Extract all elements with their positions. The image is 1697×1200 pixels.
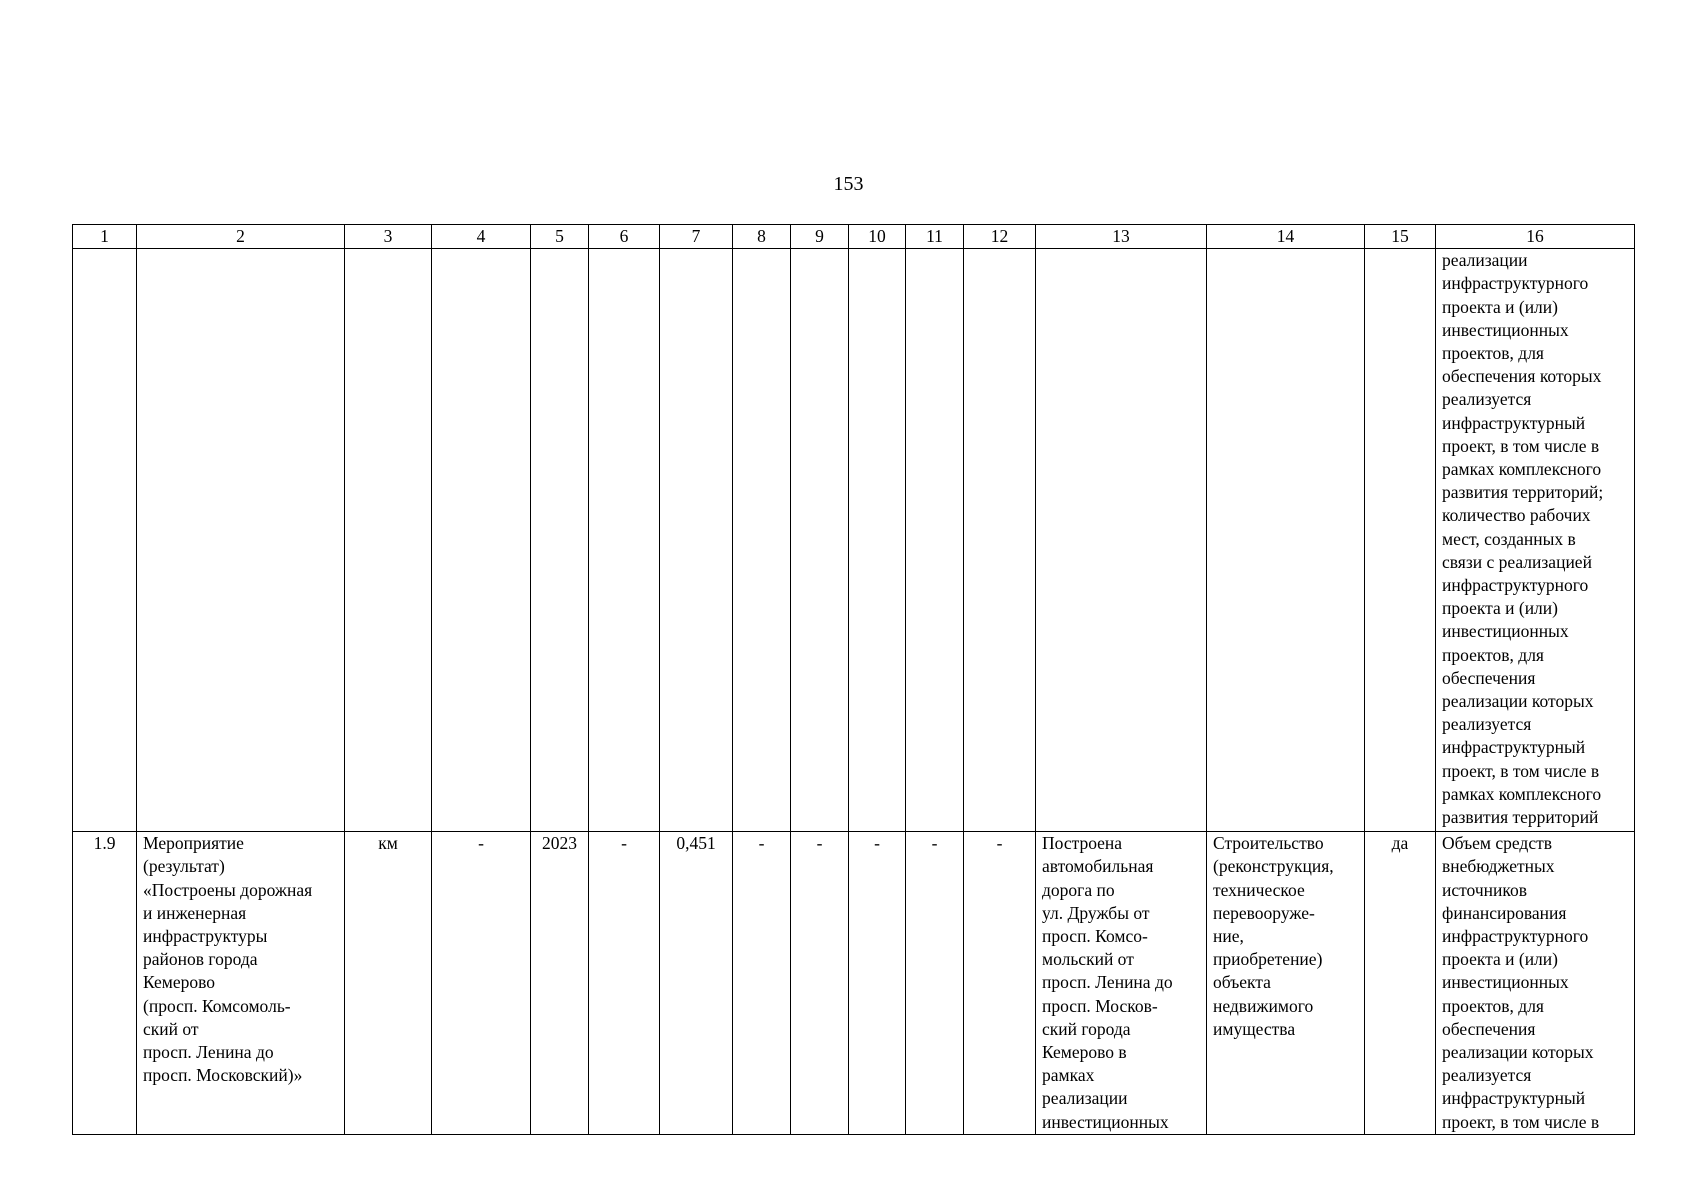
table-cell xyxy=(906,249,964,832)
table-cell xyxy=(964,249,1036,832)
table-cell xyxy=(137,249,345,832)
page-number: 153 xyxy=(833,173,864,195)
table-cell xyxy=(73,249,137,832)
value-col-12: - xyxy=(964,832,1036,1135)
header-cell-14: 14 xyxy=(1207,225,1365,249)
event-name: Мероприятие (результат) «Построены дорожная и инженерная инфраструктуры районов города Кемерово (просп. Комсомоль- ский от просп. Ленина до просп. Московский)» xyxy=(137,832,345,1135)
value-col-11: - xyxy=(906,832,964,1135)
header-cell-15: 15 xyxy=(1365,225,1436,249)
table-cell xyxy=(531,249,589,832)
table-header-row xyxy=(73,225,1635,249)
table-row-1-9 xyxy=(73,832,1635,1135)
header-cell-13: 13 xyxy=(1036,225,1207,249)
header-cell-1: 1 xyxy=(73,225,137,249)
table-cell xyxy=(660,249,733,832)
indicator-text: Объем средств внебюджетных источников финансирования инфраструктурного проекта и (или) инвестиционных проектов, для обеспечения реализации которых реализуется инфраструктурный проект, в том числе в xyxy=(1436,832,1635,1135)
table-row-continued xyxy=(73,249,1635,832)
header-cell-6: 6 xyxy=(589,225,660,249)
table-cell xyxy=(432,249,531,832)
table-cell xyxy=(1207,249,1365,832)
header-cell-8: 8 xyxy=(733,225,791,249)
year-value: 2023 xyxy=(531,832,589,1135)
table-cell xyxy=(849,249,906,832)
unit-of-measure: км xyxy=(345,832,432,1135)
result-description: Построена автомобильная дорога по ул. Дружбы от просп. Комсо- мольский от просп. Ленина до просп. Москов- ский города Кемерово в рамках реализации инвестиционных xyxy=(1036,832,1207,1135)
table-cell xyxy=(733,249,791,832)
base-value: - xyxy=(432,832,531,1135)
table-cell xyxy=(345,249,432,832)
value-col-9: - xyxy=(791,832,849,1135)
header-cell-3: 3 xyxy=(345,225,432,249)
header-cell-5: 5 xyxy=(531,225,589,249)
table-cell xyxy=(589,249,660,832)
indicators-table xyxy=(72,224,1635,1135)
header-cell-12: 12 xyxy=(964,225,1036,249)
flag-value: да xyxy=(1365,832,1436,1135)
table-cell xyxy=(1036,249,1207,832)
header-cell-11: 11 xyxy=(906,225,964,249)
header-cell-9: 9 xyxy=(791,225,849,249)
value-col-7: 0,451 xyxy=(660,832,733,1135)
table-cell xyxy=(791,249,849,832)
value-col-10: - xyxy=(849,832,906,1135)
header-cell-16: 16 xyxy=(1436,225,1635,249)
header-cell-2: 2 xyxy=(137,225,345,249)
indicator-continued-text: реализации инфраструктурного проекта и (или) инвестиционных проектов, для обеспечения которых реализуется инфраструктурный проект, в том числе в рамках комплексного развития территорий; количество рабочих мест, созданных в связи с реализацией инфраструктурного проекта и (или) инвестиционных проектов, для обеспечения реализации которых реализуется инфраструктурный проект, в том числе в рамках комплексного развития территорий xyxy=(1436,249,1635,832)
header-cell-10: 10 xyxy=(849,225,906,249)
result-type: Строительство (реконструкция, техническое перевооруже- ние, приобретение) объекта недвижимого имущества xyxy=(1207,832,1365,1135)
table-cell xyxy=(1365,249,1436,832)
header-cell-7: 7 xyxy=(660,225,733,249)
value-col-8: - xyxy=(733,832,791,1135)
value-col-6: - xyxy=(589,832,660,1135)
header-cell-4: 4 xyxy=(432,225,531,249)
row-number: 1.9 xyxy=(73,832,137,1135)
